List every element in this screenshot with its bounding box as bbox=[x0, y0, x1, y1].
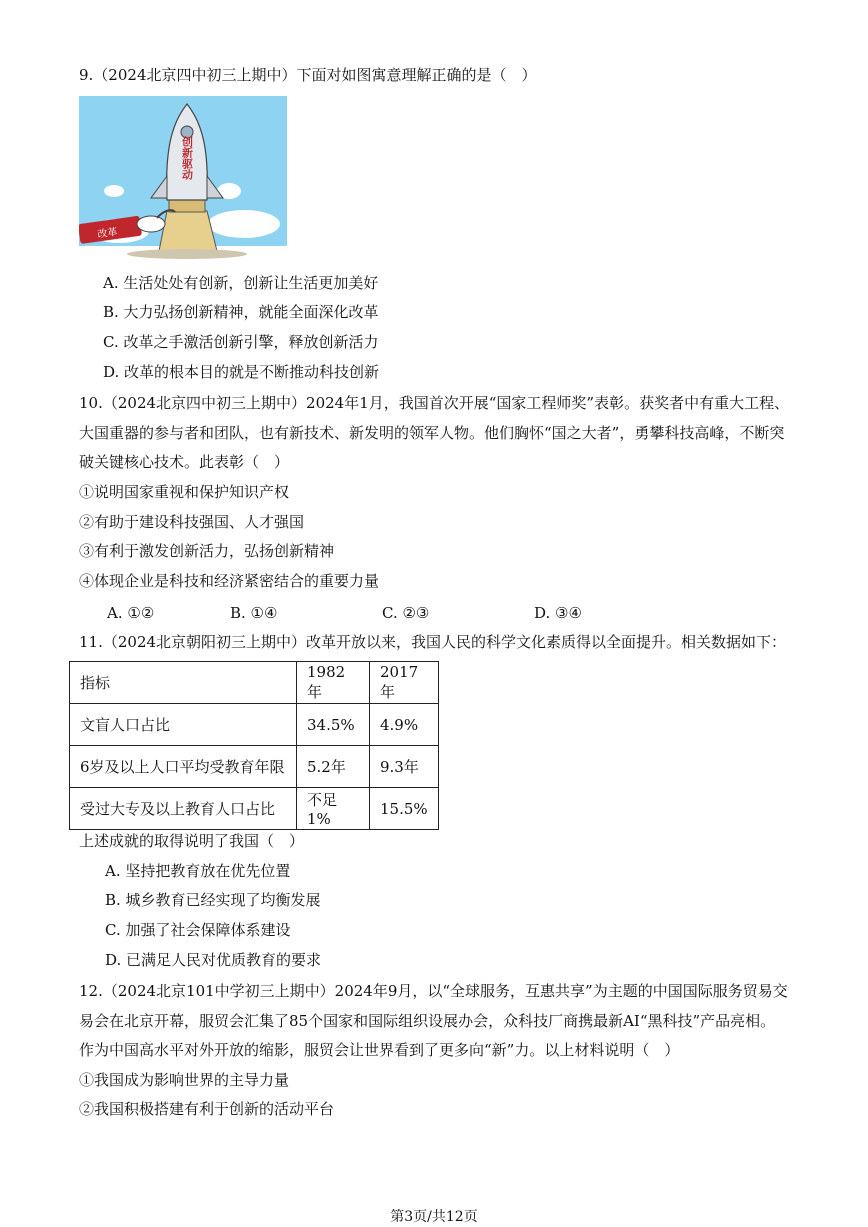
rocket-cartoon-figure bbox=[79, 96, 287, 262]
rocket-label-text: 创新驱动 bbox=[180, 136, 194, 180]
q11-option-b: B. 城乡教育已经实现了均衡发展 bbox=[105, 891, 321, 909]
q12-stem-line-3: 作为中国高水平对外开放的缩影，服贸会让世界看到了更多向“新”力。以上材料说明（ ） bbox=[79, 1041, 680, 1059]
table-cell: 15.5% bbox=[370, 788, 439, 830]
q12-stem-line-2: 易会在北京开幕，服贸会汇集了85个国家和国际组织设展办会，众科技厂商携最新AI“黑科技”产品亮相。 bbox=[79, 1012, 776, 1030]
q10-choice-a: A. ①② bbox=[107, 604, 155, 622]
q11-question: 上述成就的取得说明了我国（ ） bbox=[79, 832, 305, 850]
q9-option-d: D. 改革的根本目的就是不断推动科技创新 bbox=[103, 363, 380, 381]
table-cell: 不足1% bbox=[297, 788, 370, 830]
q12-statement-1: ①我国成为影响世界的主导力量 bbox=[79, 1071, 290, 1089]
table-header-cell: 指标 bbox=[70, 662, 297, 704]
q12-stem-line-1: 12.（2024北京101中学初三上期中）2024年9月，以“全球服务，互惠共享”为主题的中国国际服务贸易交 bbox=[79, 982, 788, 1000]
table-row bbox=[70, 788, 439, 830]
q9-option-b: B. 大力弘扬创新精神，就能全面深化改革 bbox=[103, 303, 379, 321]
table-cell: 34.5% bbox=[297, 704, 370, 746]
table-cell: 5.2年 bbox=[297, 746, 370, 788]
q11-data-table bbox=[69, 661, 439, 830]
q10-choice-b: B. ①④ bbox=[230, 604, 278, 622]
page-footer: 第3页/共12页 bbox=[390, 1209, 478, 1225]
table-header-row bbox=[70, 662, 439, 704]
q12-statement-2: ②我国积极搭建有利于创新的活动平台 bbox=[79, 1100, 335, 1118]
q10-statement-2: ②有助于建设科技强国、人才强国 bbox=[79, 513, 305, 531]
table-cell: 4.9% bbox=[370, 704, 439, 746]
q10-stem-line-2: 大国重器的参与者和团队，也有新技术、新发明的领军人物。他们胸怀“国之大者”，勇攀科技高峰，不断突 bbox=[79, 424, 785, 442]
q10-statement-3: ③有利于激发创新活力，弘扬创新精神 bbox=[79, 542, 335, 560]
q9-stem: 9.（2024北京四中初三上期中）下面对如图寓意理解正确的是（ ） bbox=[79, 66, 537, 84]
q10-stem-line-1: 10.（2024北京四中初三上期中）2024年1月，我国首次开展“国家工程师奖”表彰。获奖者中有重大工程、 bbox=[79, 394, 790, 412]
table-header-cell: 2017年 bbox=[370, 662, 439, 704]
q10-choice-c: C. ②③ bbox=[382, 604, 430, 622]
hand-label-text: 改革 bbox=[96, 226, 119, 241]
table-cell: 受过大专及以上教育人口占比 bbox=[70, 788, 297, 830]
q11-option-a: A. 坚持把教育放在优先位置 bbox=[105, 862, 291, 880]
table-cell: 文盲人口占比 bbox=[70, 704, 297, 746]
table-cell: 6岁及以上人口平均受教育年限 bbox=[70, 746, 297, 788]
q11-stem: 11.（2024北京朝阳初三上期中）改革开放以来，我国人民的科学文化素质得以全面提升。相关数据如下： bbox=[79, 633, 787, 651]
table-header-cell: 1982年 bbox=[297, 662, 370, 704]
q10-stem-line-3: 破关键核心技术。此表彰（ ） bbox=[79, 453, 290, 471]
q11-option-c: C. 加强了社会保障体系建设 bbox=[105, 921, 291, 939]
q9-option-a: A. 生活处处有创新，创新让生活更加美好 bbox=[103, 274, 379, 292]
rocket-cartoon-image bbox=[79, 96, 287, 262]
q10-choice-d: D. ③④ bbox=[534, 604, 582, 622]
q10-statement-1: ①说明国家重视和保护知识产权 bbox=[79, 483, 290, 501]
q10-statement-4: ④体现企业是科技和经济紧密结合的重要力量 bbox=[79, 572, 380, 590]
table-cell: 9.3年 bbox=[370, 746, 439, 788]
table-row bbox=[70, 704, 439, 746]
table-row bbox=[70, 746, 439, 788]
q11-option-d: D. 已满足人民对优质教育的要求 bbox=[105, 951, 322, 969]
q9-option-c: C. 改革之手激活创新引擎，释放创新活力 bbox=[103, 333, 379, 351]
